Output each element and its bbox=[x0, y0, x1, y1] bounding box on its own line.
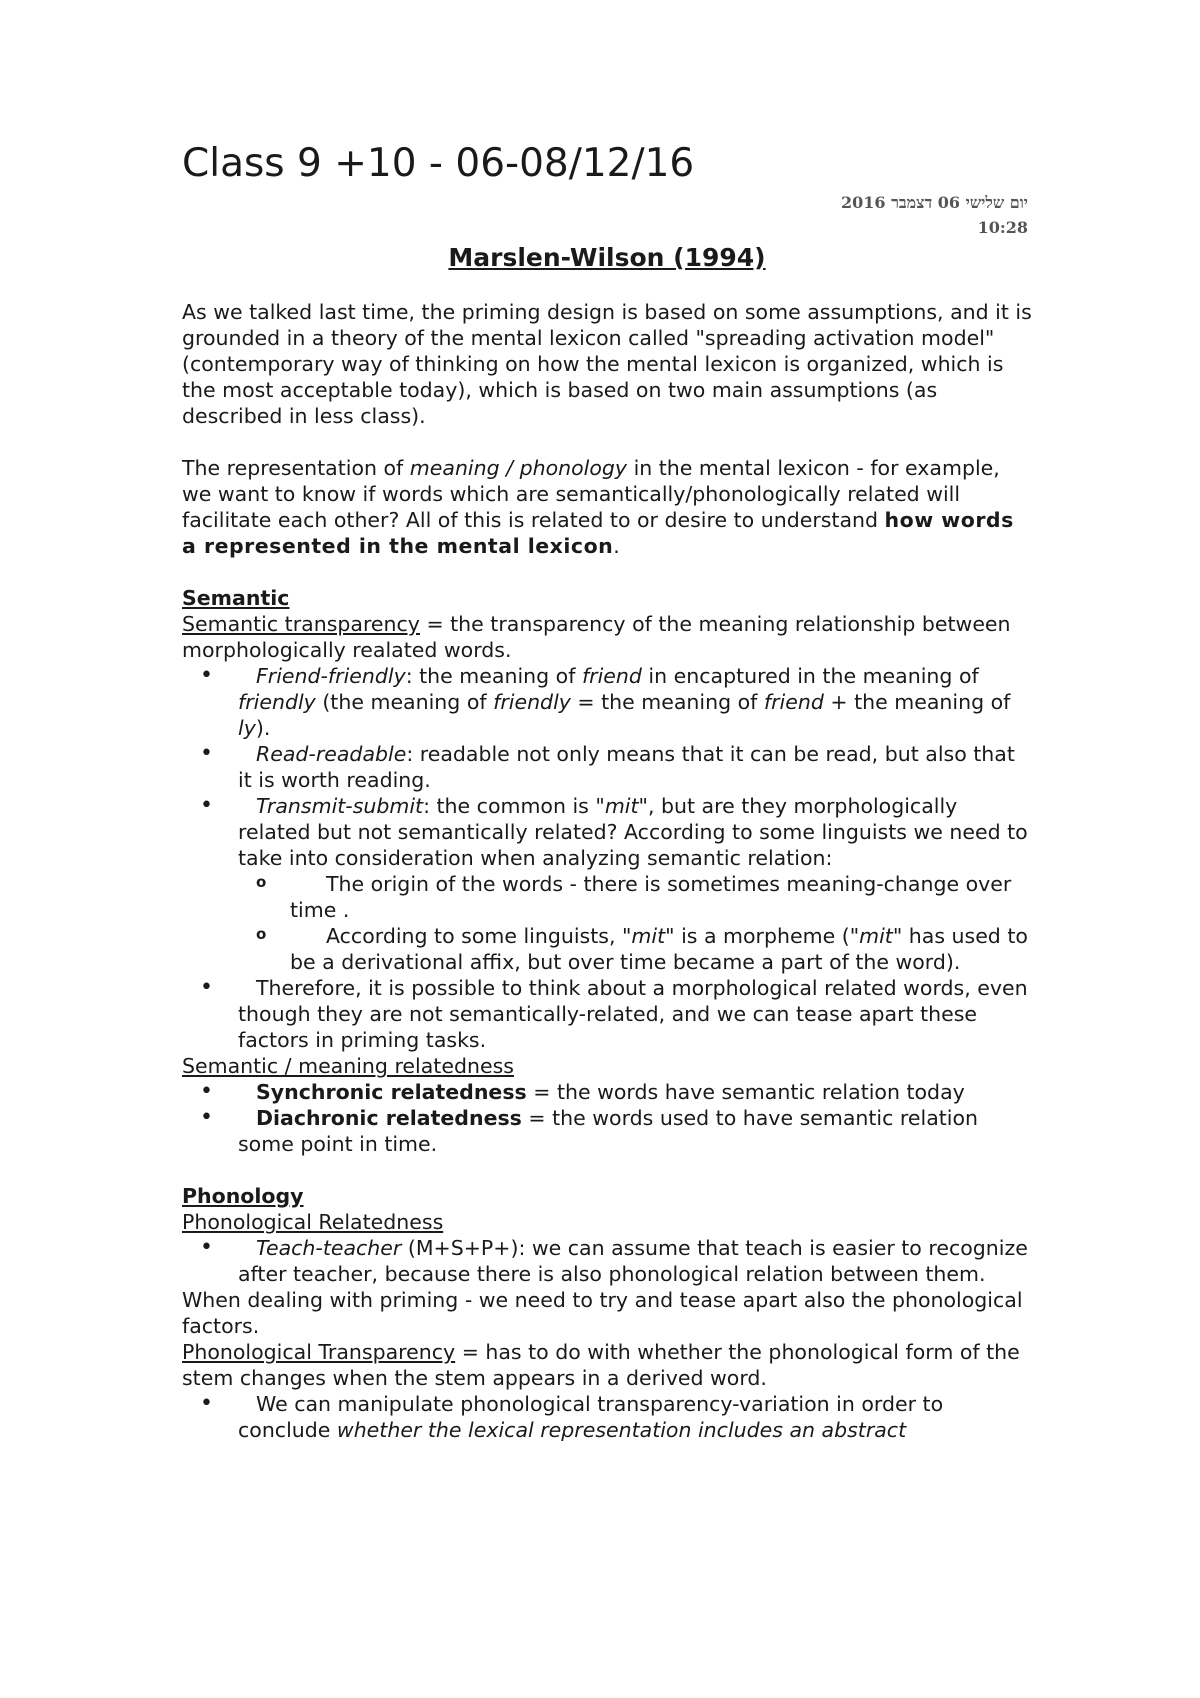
semantic-heading: Semantic bbox=[182, 586, 290, 610]
intro-paragraph: As we talked last time, the priming design is based on some assumptions, and it is grounded in a theory of the mental lexicon called "spreading activation model" (contemporary way of thinking on how the mental lexicon is organized, which is the most acceptable today), which is based on two main assumptions (as described in less class). bbox=[182, 300, 1032, 428]
text-run: The representation of bbox=[182, 456, 410, 480]
bold-term: Diachronic relatedness bbox=[256, 1106, 522, 1130]
list-item bbox=[182, 1079, 1032, 1105]
sub-bullet-list bbox=[238, 871, 1032, 975]
text-run: (the meaning of bbox=[315, 690, 494, 714]
example-term: Read-readable bbox=[256, 742, 407, 766]
sub-list-item bbox=[182, 871, 1032, 923]
text-run: We can manipulate phonological transparency-variation in order to conclude bbox=[238, 1392, 944, 1442]
emphasis-text: friendly bbox=[238, 690, 316, 714]
list-item bbox=[182, 1105, 1032, 1157]
text-run: : the common is " bbox=[423, 794, 605, 818]
phonology-transparency-list bbox=[182, 1391, 1032, 1443]
text-run: ). bbox=[255, 716, 271, 740]
text-run: : readable not only means that it can be read, but also that it is worth reading. bbox=[238, 742, 1015, 792]
list-item bbox=[182, 1235, 1032, 1287]
note-body bbox=[182, 299, 1032, 1443]
emphasis-text: mit bbox=[859, 924, 893, 948]
relatedness-bullet-list bbox=[182, 1079, 1032, 1157]
list-item bbox=[182, 793, 1032, 975]
example-term: Transmit-submit bbox=[256, 794, 424, 818]
priming-paragraph: When dealing with priming - we need to try and tease apart also the phonological factors. bbox=[182, 1288, 1023, 1338]
semantic-transparency-definition bbox=[182, 611, 1032, 663]
emphasis-text: friendly bbox=[493, 690, 571, 714]
text-run: in the mental lexicon - for example, we want to know if words which are semantically/phonologically related will facilitate each other? All of this is related to or desire to understand bbox=[182, 456, 1000, 532]
text-run: : the meaning of bbox=[405, 664, 582, 688]
section-heading-marslen-wilson: Marslen-Wilson (1994) bbox=[448, 243, 766, 272]
text-run: " has used to be a derivational affix, but over time became a part of the word). bbox=[290, 924, 1028, 974]
text-run: ", but are they morphologically related but not semantically related? According to some linguists we need to take into consideration when analyzing semantic relation: bbox=[238, 794, 1028, 870]
note-time: 10:28 bbox=[977, 218, 1028, 237]
definition-text: = the transparency of the meaning relationship between morphologically realated words. bbox=[182, 612, 1011, 662]
text-run: . bbox=[613, 534, 620, 558]
emphasis-text: mit bbox=[631, 924, 666, 948]
phonological-relatedness-heading: Phonological Relatedness bbox=[182, 1210, 444, 1234]
phonology-bullet-list bbox=[182, 1235, 1032, 1287]
list-item bbox=[182, 663, 1032, 741]
text-run: According to some linguists, " bbox=[326, 924, 632, 948]
text-run: = the words have semantic relation today bbox=[526, 1080, 965, 1104]
note-date: יום שלישי 06 דצמבר 2016 bbox=[840, 193, 1028, 212]
term-phonological-transparency: Phonological Transparency bbox=[182, 1340, 456, 1364]
phonology-heading: Phonology bbox=[182, 1184, 304, 1208]
text-run: + the meaning of bbox=[823, 690, 1011, 714]
bold-text: how words a represented in the mental lexicon bbox=[182, 508, 1014, 558]
text-run: " is a morpheme (" bbox=[665, 924, 860, 948]
semantic-bullet-list bbox=[182, 663, 1032, 1053]
text-run: = the words used to have semantic relation some point in time. bbox=[238, 1106, 979, 1156]
emphasis-text: ly bbox=[238, 716, 256, 740]
phonological-transparency-definition bbox=[182, 1339, 1032, 1391]
emphasis-text: whether the lexical representation includes an abstract bbox=[336, 1418, 907, 1442]
emphasis-text: meaning / phonology bbox=[409, 456, 628, 480]
representation-paragraph bbox=[182, 455, 1032, 559]
sub-list-item bbox=[182, 923, 1032, 975]
list-item bbox=[182, 975, 1032, 1053]
text-run: (M+S+P+): we can assume that teach is easier to recognize after teacher, because there is also phonological relation between them. bbox=[238, 1236, 1028, 1286]
page-title: Class 9 +10 - 06-08/12/16 bbox=[182, 141, 695, 186]
example-term: Teach-teacher bbox=[256, 1236, 402, 1260]
example-term: Friend-friendly bbox=[256, 664, 406, 688]
emphasis-text: mit bbox=[604, 794, 639, 818]
definition-text: = has to do with whether the phonological form of the stem changes when the stem appears in a derived word. bbox=[182, 1340, 1020, 1390]
text-run: The origin of the words - there is sometimes meaning-change over time . bbox=[290, 872, 1012, 922]
emphasis-text: friend bbox=[581, 664, 642, 688]
emphasis-text: friend bbox=[763, 690, 824, 714]
term-semantic-transparency: Semantic transparency bbox=[182, 612, 420, 636]
list-item bbox=[182, 741, 1032, 793]
semantic-relatedness-heading: Semantic / meaning relatedness bbox=[182, 1054, 514, 1078]
note-timestamp bbox=[841, 190, 1028, 240]
text-run: = the meaning of bbox=[570, 690, 764, 714]
bold-term: Synchronic relatedness bbox=[256, 1080, 527, 1104]
text-run: Therefore, it is possible to think about a morphological related words, even though they are not semantically-related, and we can tease apart these factors in priming tasks. bbox=[238, 976, 1028, 1052]
text-run: in encaptured in the meaning of bbox=[641, 664, 979, 688]
list-item bbox=[182, 1391, 1032, 1443]
